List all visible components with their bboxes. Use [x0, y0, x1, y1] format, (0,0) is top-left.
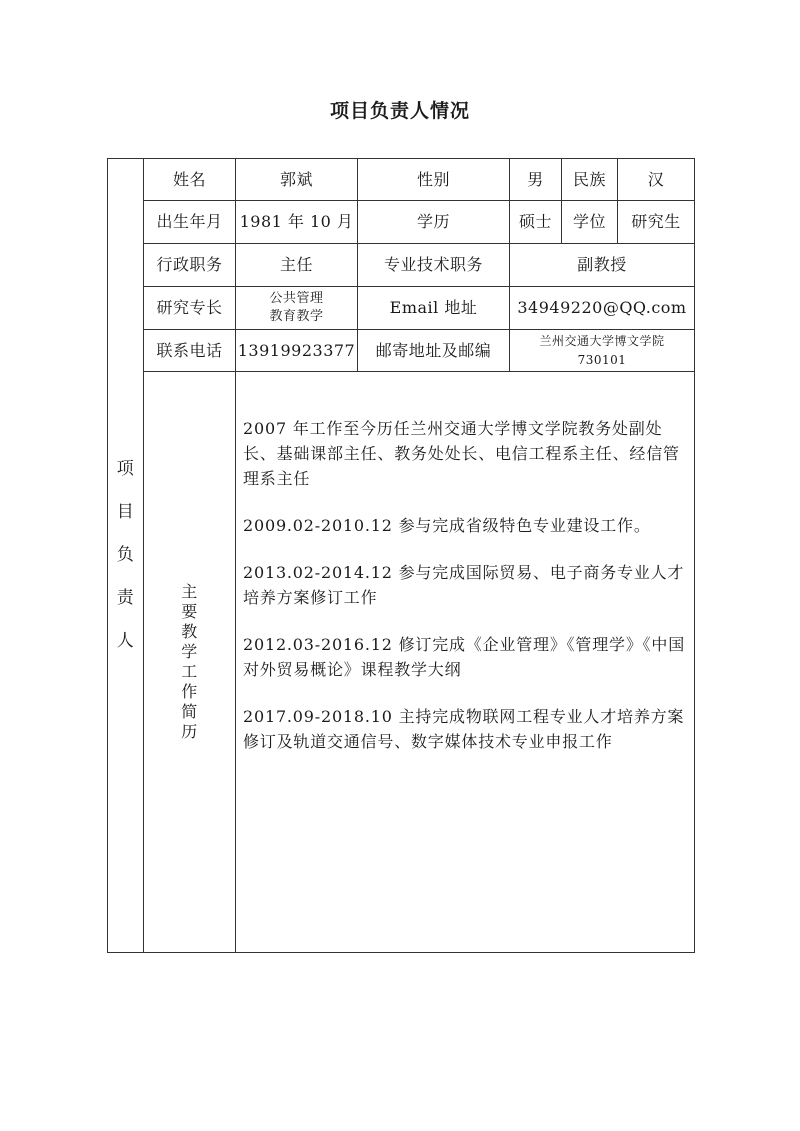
degree-value: 研究生 — [618, 201, 695, 244]
specialty-value-line-1: 公共管理 — [269, 291, 324, 307]
birth-value: 1981 年 10 月 — [236, 201, 358, 244]
resume-content — [236, 372, 695, 953]
row-specialty — [108, 287, 695, 330]
address-value-line-1: 兰州交通大学博文学院 — [539, 333, 665, 348]
row-phone — [108, 330, 695, 372]
education-label: 学历 — [358, 201, 510, 244]
phone-label: 联系电话 — [144, 330, 236, 372]
resume-entry: 2007 年工作至今历任兰州交通大学博文学院教务处副处长、基础课部主任、教务处处长、电信工程系主任、经信管理系主任 — [243, 419, 680, 488]
page-title: 项目负责人情况 — [329, 100, 470, 122]
phone-value: 13919923377 — [236, 330, 358, 372]
address-value-line-2: 730101 — [577, 352, 627, 367]
tech-title-label: 专业技术职务 — [358, 244, 510, 287]
section-label: 项 目 负 责 人 — [116, 459, 135, 651]
birth-label: 出生年月 — [144, 201, 236, 244]
gender-label: 性别 — [358, 159, 510, 201]
ethnicity-value: 汉 — [618, 159, 695, 201]
name-label: 姓名 — [144, 159, 236, 201]
address-label: 邮寄地址及邮编 — [358, 330, 510, 372]
section-label-cell — [108, 159, 144, 953]
degree-label: 学位 — [562, 201, 618, 244]
resume-entry: 2017.09-2018.10 主持完成物联网工程专业人才培养方案修订及轨道交通信号、数字媒体技术专业申报工作 — [243, 707, 685, 751]
email-value: 34949220@QQ.com — [510, 287, 695, 330]
row-resume — [108, 372, 695, 953]
specialty-value — [236, 287, 358, 330]
specialty-label: 研究专长 — [144, 287, 236, 330]
admin-post-value: 主任 — [236, 244, 358, 287]
specialty-value-line-2: 教育教学 — [269, 309, 324, 324]
email-label: Email 地址 — [358, 287, 510, 330]
tech-title-value: 副教授 — [510, 244, 695, 287]
admin-post-label: 行政职务 — [144, 244, 236, 287]
resume-entry: 2013.02-2014.12 参与完成国际贸易、电子商务专业人才培养方案修订工作 — [243, 563, 685, 607]
name-value: 郭斌 — [236, 159, 358, 201]
resume-label: 主 要 教 学 工 作 简 历 — [181, 582, 198, 741]
row-name — [108, 159, 695, 201]
row-admin-post — [108, 244, 695, 287]
ethnicity-label: 民族 — [562, 159, 618, 201]
gender-value: 男 — [510, 159, 562, 201]
address-value — [510, 330, 695, 372]
row-birth — [108, 201, 695, 244]
resume-entry: 2012.03-2016.12 修订完成《企业管理》《管理学》《中国对外贸易概论》课程教学大纲 — [243, 635, 686, 679]
resume-label-cell — [144, 372, 236, 953]
resume-entry: 2009.02-2010.12 参与完成省级特色专业建设工作。 — [243, 516, 651, 535]
project-leader-table — [107, 158, 695, 953]
education-value: 硕士 — [510, 201, 562, 244]
